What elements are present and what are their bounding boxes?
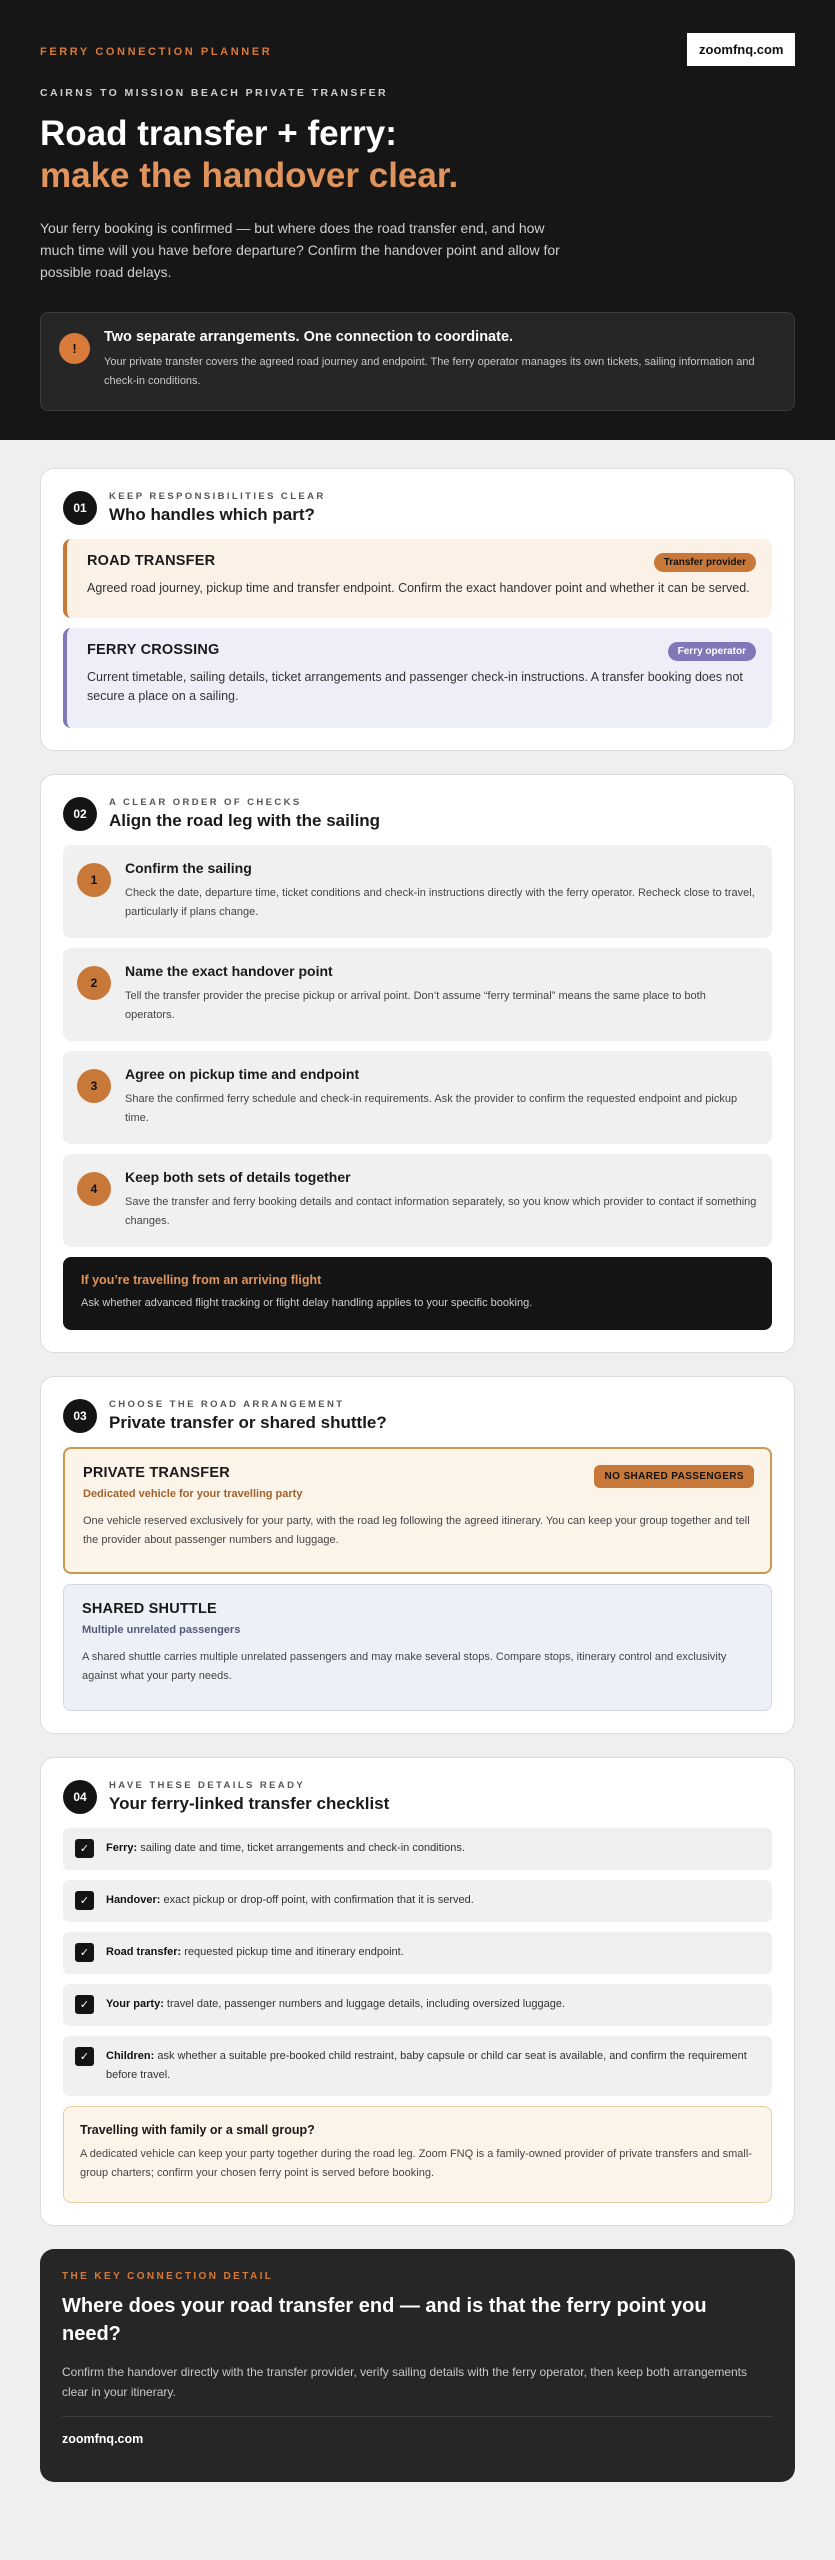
footer-title: Where does your road transfer end — and is that the ferry point you need? — [62, 2295, 707, 2345]
hero-lead: Your ferry booking is confirmed — but where does the road transfer end, and how much time will you have before departure? Confirm the handover point and allow for possible road delays. — [40, 220, 560, 280]
route-eyebrow: CAIRNS TO MISSION BEACH PRIVATE TRANSFER — [40, 87, 389, 99]
flight-callout — [63, 1257, 772, 1330]
flight-callout-text: Ask whether advanced flight tracking or flight delay handling applies to your specific booking. — [81, 1297, 533, 1309]
section-eyebrow: A CLEAR ORDER OF CHECKS — [109, 797, 302, 808]
section-eyebrow: CHOOSE THE ROAD ARRANGEMENT — [109, 1399, 345, 1410]
section-title: Your ferry-linked transfer checklist — [109, 1794, 390, 1813]
checklist-text — [106, 2047, 760, 2085]
transfer-provider-badge: Transfer provider — [654, 553, 756, 572]
arrangement-section — [40, 1376, 795, 1734]
section-eyebrow: HAVE THESE DETAILS READY — [109, 1780, 306, 1791]
step-number: 4 — [77, 1172, 111, 1206]
planner-eyebrow: FERRY CONNECTION PLANNER — [40, 46, 273, 58]
ferry-crossing-text: Current timetable, sailing details, ticket arrangements and passenger check-in instructions. A transfer booking does not secure a place on a sailing. — [87, 670, 743, 703]
checklist-item — [63, 1880, 772, 1922]
checklist-item — [63, 1932, 772, 1974]
section-header — [63, 1780, 772, 1814]
step-number: 1 — [77, 863, 111, 897]
shared-shuttle-option — [63, 1584, 772, 1711]
alert-icon: ! — [59, 333, 90, 364]
ferry-crossing-panel — [63, 628, 772, 728]
family-callout — [63, 2106, 772, 2203]
road-transfer-text: Agreed road journey, pickup time and transfer endpoint. Confirm the exact handover point and whether it can be served. — [87, 581, 750, 595]
checklist-detail: travel date, passenger numbers and luggage details, including oversized luggage. — [163, 1998, 566, 2010]
checklist-detail: requested pickup time and itinerary endpoint. — [181, 1946, 404, 1958]
checklist-detail: ask whether a suitable pre-booked child restraint, baby capsule or child car seat is available, and confirm the requirement before travel. — [106, 2050, 747, 2081]
private-transfer-title: PRIVATE TRANSFER — [83, 1465, 230, 1481]
checklist-label: Road transfer: — [106, 1946, 182, 1958]
checkmark-icon: ✓ — [75, 1943, 94, 1962]
shared-shuttle-title: SHARED SHUTTLE — [82, 1601, 217, 1617]
checklist-item — [63, 1828, 772, 1870]
footer-divider — [62, 2416, 773, 2417]
section-header — [63, 1399, 772, 1433]
checklist-text — [106, 1839, 465, 1858]
checkmark-icon: ✓ — [75, 1839, 94, 1858]
notice-text: Your private transfer covers the agreed road journey and endpoint. The ferry operator manages its own tickets, sailing information and check-in conditions. — [104, 356, 755, 387]
footer-text: Confirm the handover directly with the transfer provider, verify sailing details with the ferry operator, then keep both arrangements clear in your itinerary. — [62, 2365, 748, 2399]
title-line-1: Road transfer + ferry: — [40, 114, 397, 153]
checklist-text — [106, 1891, 474, 1910]
family-callout-title: Travelling with family or a small group? — [80, 2123, 315, 2137]
checklist-text — [106, 1995, 565, 2014]
checkmark-icon: ✓ — [75, 2047, 94, 2066]
step-title: Name the exact handover point — [125, 963, 333, 979]
footer-eyebrow: THE KEY CONNECTION DETAIL — [62, 2271, 274, 2282]
no-shared-badge: NO SHARED PASSENGERS — [594, 1465, 754, 1488]
hero — [0, 0, 835, 440]
ferry-operator-badge: Ferry operator — [668, 642, 756, 661]
section-eyebrow: KEEP RESPONSIBILITIES CLEAR — [109, 491, 326, 502]
brand-link[interactable]: zoomfnq.com — [687, 33, 795, 66]
checklist-label: Handover: — [106, 1894, 161, 1906]
shared-shuttle-subtitle: Multiple unrelated passengers — [82, 1624, 241, 1636]
checklist-label: Ferry: — [106, 1842, 138, 1854]
section-title: Align the road leg with the sailing — [109, 811, 381, 830]
step-title: Keep both sets of details together — [125, 1169, 351, 1185]
checklist-section — [40, 1757, 795, 2226]
step-number: 3 — [77, 1069, 111, 1103]
private-transfer-option — [63, 1447, 772, 1574]
step-item — [63, 1051, 772, 1144]
notice-box — [40, 312, 795, 411]
section-number: 04 — [63, 1780, 97, 1814]
title-line-2: make the handover clear. — [40, 156, 459, 195]
private-transfer-subtitle: Dedicated vehicle for your travelling party — [83, 1488, 303, 1500]
checkmark-icon: ✓ — [75, 1891, 94, 1910]
checklist-label: Children: — [106, 2050, 155, 2062]
step-title: Confirm the sailing — [125, 860, 252, 876]
private-transfer-text: One vehicle reserved exclusively for your party, with the road leg following the agreed itinerary. You can keep your group together and tell the provider about passenger numbers and luggage. — [83, 1515, 750, 1546]
section-header — [63, 491, 772, 525]
responsibilities-section — [40, 468, 795, 751]
footer-site-link[interactable]: zoomfnq.com — [62, 2432, 144, 2446]
step-item — [63, 1154, 772, 1247]
page-title — [40, 113, 795, 197]
section-header — [63, 797, 772, 831]
step-text: Share the confirmed ferry schedule and check-in requirements. Ask the provider to confirm the requested endpoint and pickup time. — [125, 1093, 738, 1124]
checklist-label: Your party: — [106, 1998, 164, 2010]
main-content — [0, 440, 835, 2482]
checks-section — [40, 774, 795, 1353]
family-callout-text: A dedicated vehicle can keep your party together during the road leg. Zoom FNQ is a family-owned provider of private transfers and small-group charters; confirm your chosen ferry point is served before booking. — [80, 2148, 752, 2179]
step-item — [63, 845, 772, 938]
notice-title: Two separate arrangements. One connection to coordinate. — [104, 329, 514, 345]
road-transfer-title: ROAD TRANSFER — [87, 553, 216, 569]
road-transfer-panel — [63, 539, 772, 618]
ferry-crossing-title: FERRY CROSSING — [87, 642, 220, 658]
checklist-item — [63, 1984, 772, 2026]
step-text: Save the transfer and ferry booking details and contact information separately, so you know which provider to contact if something changes. — [125, 1196, 757, 1227]
step-title: Agree on pickup time and endpoint — [125, 1066, 360, 1082]
section-title: Private transfer or shared shuttle? — [109, 1413, 387, 1432]
section-number: 03 — [63, 1399, 97, 1433]
checklist-detail: exact pickup or drop-off point, with confirmation that it is served. — [160, 1894, 474, 1906]
section-title: Who handles which part? — [109, 505, 315, 524]
step-text: Check the date, departure time, ticket conditions and check-in instructions directly with the ferry operator. Recheck close to travel, particularly if plans change. — [125, 887, 755, 918]
section-number: 02 — [63, 797, 97, 831]
checklist-item — [63, 2036, 772, 2096]
step-item — [63, 948, 772, 1041]
shared-shuttle-text: A shared shuttle carries multiple unrelated passengers and may make several stops. Compare stops, itinerary control and exclusivity against what your party needs. — [82, 1651, 727, 1682]
section-number: 01 — [63, 491, 97, 525]
step-text: Tell the transfer provider the precise pickup or arrival point. Don’t assume “ferry terminal” means the same place to both operators. — [125, 990, 706, 1021]
checklist-text — [106, 1943, 404, 1962]
checklist-detail: sailing date and time, ticket arrangements and check-in conditions. — [137, 1842, 465, 1854]
flight-callout-title: If you’re travelling from an arriving flight — [81, 1273, 322, 1287]
checkmark-icon: ✓ — [75, 1995, 94, 2014]
step-number: 2 — [77, 966, 111, 1000]
key-connection-footer — [40, 2249, 795, 2482]
